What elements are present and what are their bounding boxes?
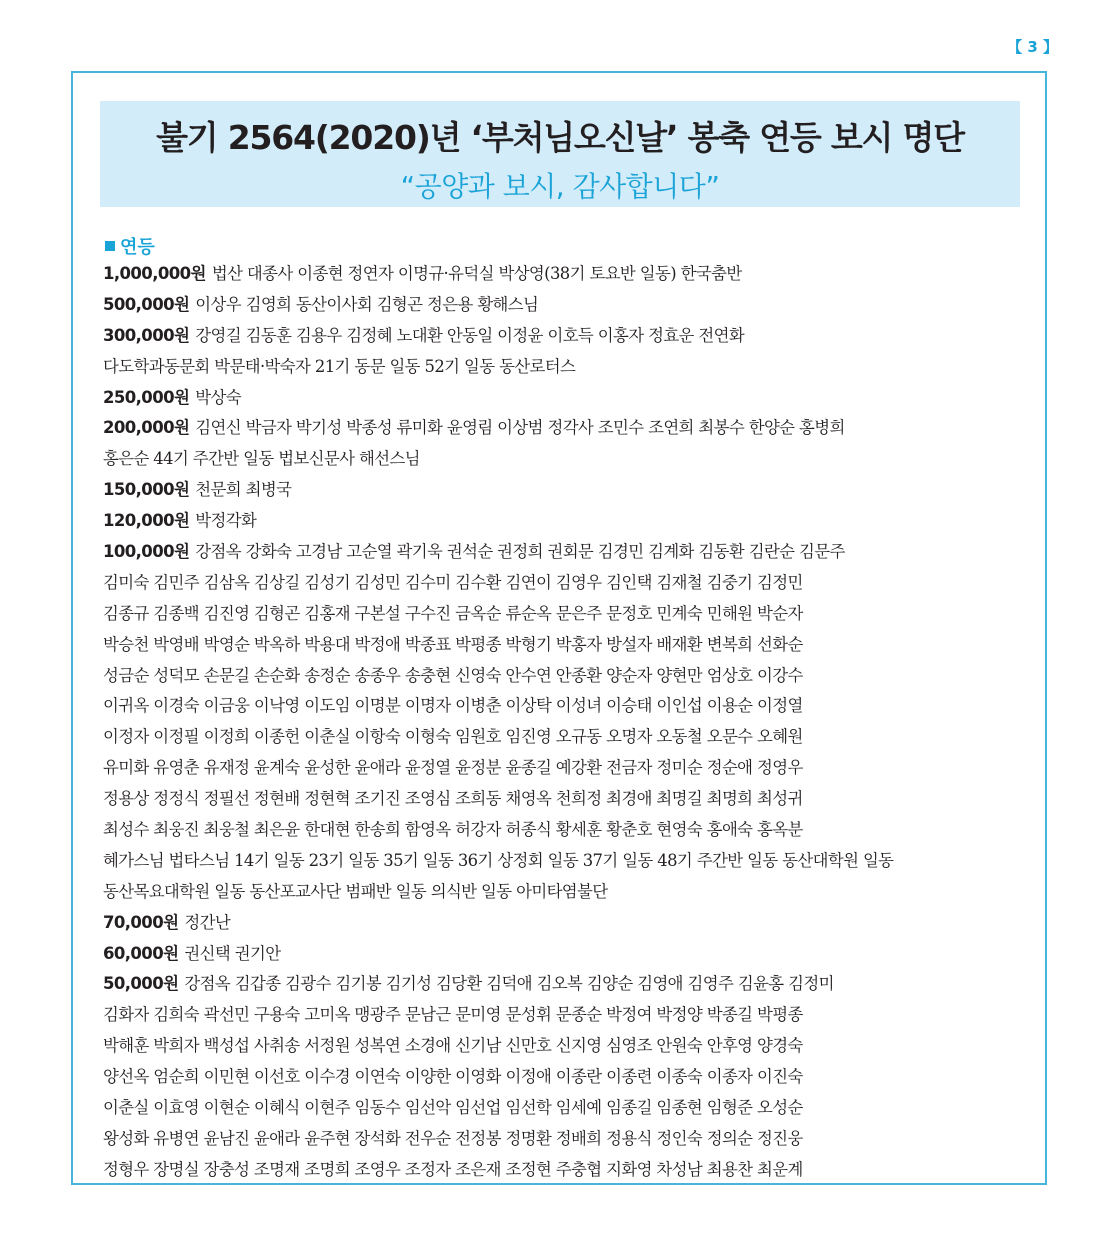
donor-names: 혜가스님 법타스님 14기 일동 23기 일동 35기 일동 36기 상정회 일동 37기 일동 48기 주간반 일동 동산대학원 일동: [103, 850, 894, 870]
donor-list: [103, 259, 1023, 1186]
donor-names: 양선옥 엄순희 이민현 이선호 이수경 이연숙 이양한 이영화 이정애 이종란 이종련 이종숙 이종자 이진숙: [103, 1067, 803, 1087]
donor-names: 유미화 유영춘 유재정 윤계숙 윤성한 윤애라 윤정열 윤정분 윤종길 예강환 전금자 정미순 정순애 정영우: [103, 758, 803, 778]
content-frame: [71, 71, 1047, 1185]
donor-names: 성금순 성덕모 손문길 손순화 송정순 송종우 송충현 신영숙 안수연 안종환 양순자 양현만 엄상호 이강수: [103, 665, 803, 685]
donor-line: [103, 630, 1023, 661]
donor-names: 다도학과동문회 박문태·박숙자 21기 동문 일동 52기 일동 동산로터스: [103, 356, 576, 376]
section-heading: [105, 233, 155, 259]
donor-line: [103, 753, 1023, 784]
page-title: 불기 2564(2020)년 ‘부처님오신날’ 봉축 연등 보시 명단: [156, 118, 964, 157]
donor-line: [103, 722, 1023, 753]
donor-line: [103, 661, 1023, 692]
donor-names: 권신택 권기안: [184, 943, 281, 963]
donor-line: [103, 691, 1023, 722]
donor-line: [103, 1093, 1023, 1124]
donation-amount: 500,000원: [103, 294, 190, 314]
donor-line: [103, 784, 1023, 815]
donation-amount: 200,000원: [103, 418, 190, 438]
donor-line: [103, 1124, 1023, 1155]
donor-names: 정형우 장명실 장충성 조명재 조명희 조영우 조정자 조은재 조정현 주충협 지화영 차성남 최용찬 최운계: [103, 1159, 803, 1179]
donor-line: [103, 1031, 1023, 1062]
donation-amount: 1,000,000원: [103, 264, 206, 283]
donor-line: [103, 969, 1023, 1000]
donor-names: 박해훈 박희자 백성섭 사취송 서정원 성복연 소경애 신기남 신만호 신지영 심영조 안원숙 안후영 양경숙: [103, 1036, 803, 1056]
donation-amount: 120,000원: [103, 511, 190, 531]
donor-names: 이귀옥 이경숙 이금웅 이낙영 이도임 이명분 이명자 이병춘 이상탁 이성녀 이승태 이인섭 이용순 이정열: [103, 696, 803, 716]
donor-names: 강영길 김동훈 김용우 김정혜 노대환 안동일 이정윤 이호득 이홍자 정효운 전연화: [195, 325, 745, 345]
donor-line: [103, 1000, 1023, 1031]
donor-line: [103, 383, 1023, 414]
donor-names: 강점옥 강화숙 고경남 고순열 곽기욱 권석순 권정희 권회문 김경민 김계화 김동환 김란순 김문주: [195, 542, 845, 562]
donor-names: 이춘실 이효영 이현순 이혜식 이현주 임동수 임선악 임선업 임선학 임세예 임종길 임종현 임형준 오성순: [103, 1098, 803, 1118]
donor-line: [103, 1062, 1023, 1093]
donor-names: 박승천 박영배 박영순 박옥하 박용대 박정애 박종표 박평종 박형기 박홍자 방설자 배재환 변복희 선화순: [103, 634, 803, 654]
donor-names: 박상숙: [195, 387, 241, 407]
donor-line: [103, 506, 1023, 537]
donor-line: [103, 475, 1023, 506]
donor-names: 김연신 박금자 박기성 박종성 류미화 윤영림 이상범 정각사 조민수 조연희 최봉수 한양순 홍병희: [195, 418, 845, 438]
donor-line: [103, 259, 1023, 290]
donation-amount: 50,000원: [103, 974, 179, 994]
donor-line: [103, 939, 1023, 970]
page-number: 【 3 】: [1007, 38, 1058, 56]
donation-amount: 150,000원: [103, 480, 190, 500]
donation-amount: 250,000원: [103, 387, 190, 407]
donor-names: 강점옥 김갑종 김광수 김기봉 김기성 김당환 김덕애 김오복 김양순 김영애 김영주 김윤홍 김정미: [184, 974, 834, 994]
donor-names: 홍은순 44기 주간반 일동 법보신문사 해선스님: [103, 449, 420, 469]
title-banner: [100, 101, 1020, 207]
donor-line: [103, 321, 1023, 352]
donor-line: [103, 815, 1023, 846]
donor-line: [103, 908, 1023, 939]
donor-line: [103, 877, 1023, 908]
donor-names: 동산목요대학원 일동 동산포교사단 범패반 일동 의식반 일동 아미타염불단: [103, 881, 608, 901]
donor-line: [103, 444, 1023, 475]
donor-names: 정용상 정정식 정필선 정현배 정현혁 조기진 조영심 조희동 채영옥 천희정 최경애 최명길 최명희 최성귀: [103, 789, 803, 809]
donor-names: 법산 대종사 이종현 정연자 이명규·유덕실 박상영(38기 토요반 일동) 한국춤반: [211, 264, 742, 283]
donation-amount: 100,000원: [103, 542, 190, 562]
donor-names: 최성수 최웅진 최웅철 최은윤 한대현 한송희 함영옥 허강자 허종식 황세훈 황춘호 현영숙 홍애숙 홍옥분: [103, 820, 803, 840]
donor-line: [103, 413, 1023, 444]
donor-names: 김화자 김희숙 곽선민 구용숙 고미옥 맹광주 문남근 문미영 문성휘 문종순 박정여 박정양 박종길 박평종: [103, 1005, 803, 1025]
donation-amount: 300,000원: [103, 325, 190, 345]
square-bullet-icon: [105, 241, 115, 251]
donation-amount: 70,000원: [103, 912, 179, 932]
donor-line: [103, 846, 1023, 877]
donor-names: 정간난: [184, 912, 231, 932]
page-subtitle: “공양과 보시, 감사합니다”: [400, 170, 720, 203]
donor-names: 천문희 최병국: [195, 480, 292, 500]
donor-line: [103, 352, 1023, 383]
donor-names: 이상우 김영희 동산이사회 김형곤 정은용 황해스님: [195, 294, 539, 314]
donor-names: 김미숙 김민주 김삼옥 김상길 김성기 김성민 김수미 김수환 김연이 김영우 김인택 김재철 김중기 김정민: [103, 572, 803, 592]
donor-names: 이정자 이정필 이정희 이종헌 이춘실 이항숙 이형숙 임원호 임진영 오규동 오명자 오동철 오문수 오혜원: [103, 727, 803, 747]
donor-names: 김종규 김종백 김진영 김형곤 김홍재 구본설 구수진 금옥순 류순옥 문은주 문정호 민계숙 민해원 박순자: [103, 603, 803, 623]
donor-line: [103, 568, 1023, 599]
donor-line: [103, 290, 1023, 321]
donor-names: 박정각화: [195, 511, 257, 531]
section-heading-label: 연등: [120, 237, 155, 258]
donor-line: [103, 599, 1023, 630]
donor-line: [103, 1155, 1023, 1186]
donation-amount: 60,000원: [103, 943, 179, 963]
donor-names: 왕성화 유병연 윤남진 윤애라 윤주현 장석화 전우순 전정봉 정명환 정배희 정용식 정인숙 정의순 정진웅: [103, 1128, 803, 1148]
donor-line: [103, 537, 1023, 568]
